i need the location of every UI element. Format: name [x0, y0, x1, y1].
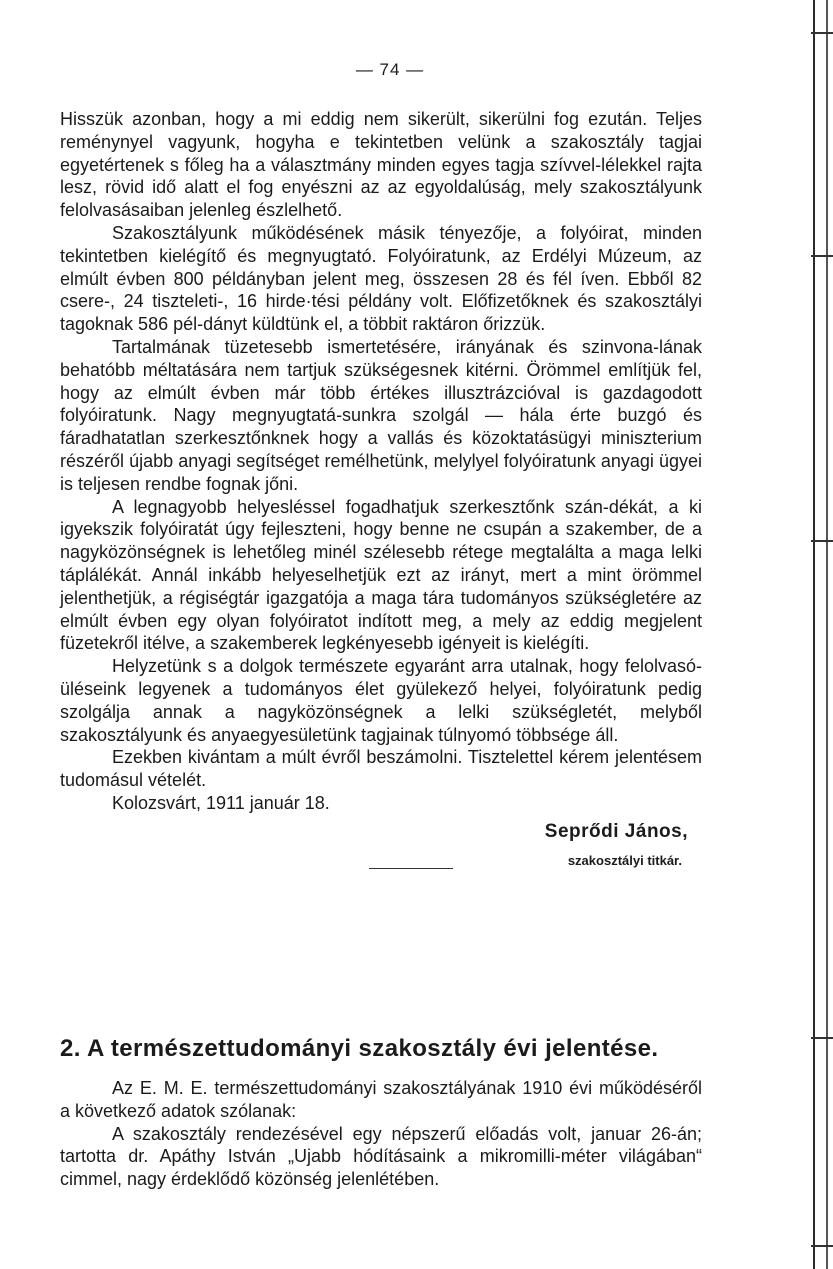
signature-title: szakosztályi titkár.: [567, 852, 682, 868]
paragraph: Helyzetünk s a dolgok természete egyaránt arra utalnak, hogy felolvasó-üléseink legyenek a tudományos élet gyülekező helyei, folyóiratunk pedig szolgálja annak a nagyközönségnek a lelki szükségletét, melyből szakosztályunk és anyaegyesületünk tagjainak túlnyomó többsége áll.: [60, 656, 702, 745]
paragraph: A legnagyobb helyesléssel fogadhatjuk szerkesztőnk szán-dékát, a ki igyekszik folyóiratát úgy fejleszteni, hogy benne ne csupán a szakember, de a nagyközönségnek is lehetőleg minél szélesebb rétege megtalálta a maga lelki táplálékát. Annál inkább helyeselhetjük ezt az irányt, mert a mint örömmel jelenthetjük, a régiségtár igazgatója a maga tára tudományos szükségletére az elmúlt évben egy olyan folyóiratot indított meg, a mely az eddig megjelent füzetekről itélve, a szakemberek legkényesebb igényeit is kielégíti.: [60, 496, 702, 654]
paragraph: Szakosztályunk működésének másik tényezője, a folyóirat, minden tekintetben kielégítő és megnyugtató. Folyóiratunk, az Erdélyi Múzeum, az elmúlt évben 800 példányban jelent meg, összesen 28 és fél íven. Ebből 82 csere-, 24 tiszteleti-, 16 hirde·tési példány volt. Előfizetőknek és szakosztályi tagoknak 586 pél-dányt küldtünk el, a többit raktáron őrizzük.: [60, 222, 702, 335]
paragraph: Tartalmának tüzetesebb ismertetésére, irányának és szinvona-lának behatóbb méltatására nem tartjuk szükségesnek kitérni. Örömmel említjük fel, hogy az elmúlt évben már több értékes illusztrázcióval is gazdagodott folyóiratunk. Nagy megnyugtatá-sunkra szolgál — hála érte buzgó és fáradhatatlan szerkesztőnknek hogy a vallás és közoktatásügyi miniszterium részéről újabb anyagi segítséget remélhetünk, melylyel folyóiratunk anyagi ügyei is teljesen rendbe fognak jőni.: [60, 336, 702, 494]
edge-tick: [811, 540, 833, 542]
section-divider: [369, 868, 453, 869]
dateline: Kolozsvárt, 1911 január 18.: [112, 792, 330, 813]
edge-tick: [811, 1245, 833, 1247]
signature-block: [60, 821, 702, 873]
edge-line: [826, 0, 828, 1269]
paragraph: Hisszük azonban, hogy a mi eddig nem sikerült, sikerülni fog ezután. Teljes reménynyel vagyunk, hogyha e tekintetben velünk a szakosztály tagjai egyetértenek s főleg ha a választmány minden egyes tagja szívvel-lélekkel rajta lesz, rövid idő alatt el fog enyészni az az egyoldalúság, mely szakosztályunk felolvasásaiban jelenleg észlelhető.: [60, 109, 702, 221]
page-edge: [811, 0, 833, 1269]
paragraph: Ezekben kivántam a múlt évről beszámolni. Tisztelettel kérem jelentésem tudomásul vételét.: [60, 747, 702, 791]
edge-tick: [811, 255, 833, 257]
edge-tick: [811, 32, 833, 34]
section-body: [60, 1077, 702, 1191]
signature-name: Seprődi János,: [544, 820, 688, 842]
paragraph: Az E. M. E. természettudományi szakosztályának 1910 évi működéséről a következő adatok szólanak:: [60, 1078, 702, 1121]
report-body: [60, 108, 702, 873]
paragraph: A szakosztály rendezésével egy népszerű előadás volt, januar 26-án; tartotta dr. Apáthy István „Ujabb hódításaink a mikromilli-méter világában“ cimmel, nagy érdeklődő közönség jelenlétében.: [60, 1123, 702, 1190]
page-number: — 74 —: [355, 60, 425, 79]
edge-tick: [811, 1037, 833, 1039]
edge-line: [813, 0, 815, 1269]
section-heading: 2. A természettudományi szakosztály évi jelentése.: [60, 1035, 659, 1062]
